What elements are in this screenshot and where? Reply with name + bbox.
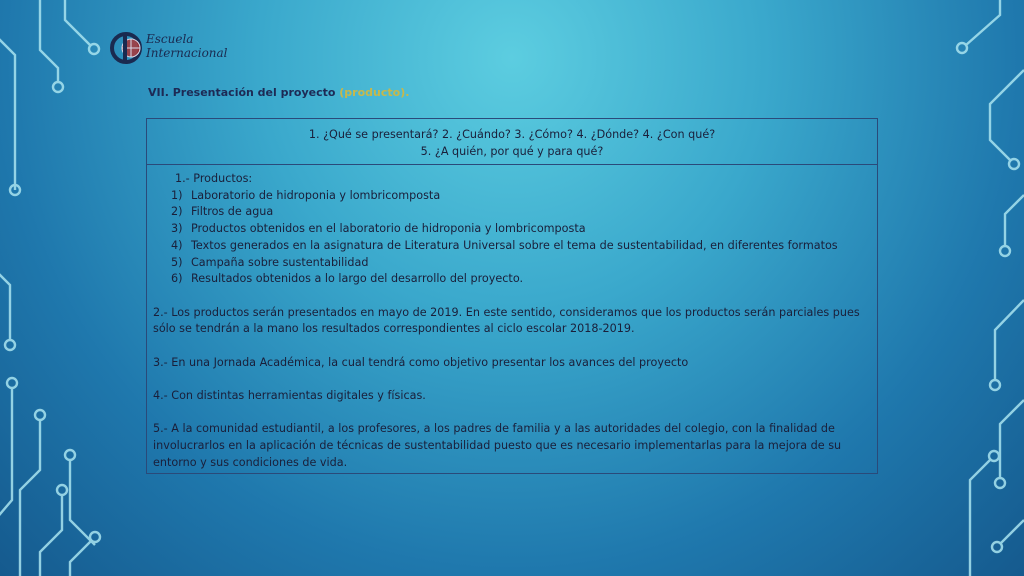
list-item-text: Laboratorio de hidroponia y lombricomposta [191,188,441,202]
list-item-text: Productos obtenidos en el laboratorio de hidroponia y lombricomposta [191,222,586,236]
list-item [153,271,867,288]
header-line-2: 5. ¿A quién, por qué y para qué? [420,145,604,158]
list-item [153,255,867,272]
list-item [153,188,867,205]
header-line-1: 1. ¿Qué se presentará? 2. ¿Cuándo? 3. ¿Cómo? 4. ¿Dónde? 4. ¿Con qué? [308,128,716,141]
products-list [153,188,867,288]
section-title-text: VII. Presentación del proyecto [148,86,340,99]
list-item-number: 5) [171,255,183,269]
list-item-text: Resultados obtenidos a lo largo del desarrollo del proyecto. [191,272,524,286]
logo-text [146,32,228,60]
list-item-text: Campaña sobre sustentabilidad [191,255,369,269]
list-item [153,238,867,255]
paragraph-to-whom: 5.- A la comunidad estudiantil, a los profesores, a los padres de familia y a las autoridades del colegio, con la finalidad de involucrarlos en la aplicación de técnicas de sustentabilidad puesto que es necesario implementarlas para la mejora de su entorno y sus condiciones de vida. [153,422,842,469]
list-item-text: Filtros de agua [191,205,274,219]
list-item [153,221,867,238]
products-intro: 1.- Productos: [175,172,253,185]
list-item [153,204,867,221]
list-item-number: 4) [171,238,183,252]
list-item-number: 6) [171,272,183,286]
list-item-text: Textos generados en la asignatura de Literatura Universal sobre el tema de sustentabilidad, en diferentes formatos [191,238,838,252]
table-header [147,119,877,165]
section-title [148,86,409,99]
content-table [146,118,878,474]
paragraph-when: 2.- Los productos serán presentados en mayo de 2019. En este sentido, consideramos que los productos serán parciales pues sólo se tendrán a la mano los resultados correspondientes al ciclo escolar 2018-2019. [153,305,860,336]
section-title-highlight: (producto). [339,86,410,99]
list-item-number: 1) [171,188,183,202]
logo-line-2: Internacional [146,46,228,60]
table-body [147,165,877,472]
logo-line-1: Escuela [146,32,194,46]
paragraph-with-what: 4.- Con distintas herramientas digitales y físicas. [153,389,426,403]
paragraph-how: 3.- En una Jornada Académica, la cual tendrá como objetivo presentar los avances del proyecto [153,355,689,369]
list-item-number: 3) [171,222,183,236]
list-item-number: 2) [171,205,183,219]
